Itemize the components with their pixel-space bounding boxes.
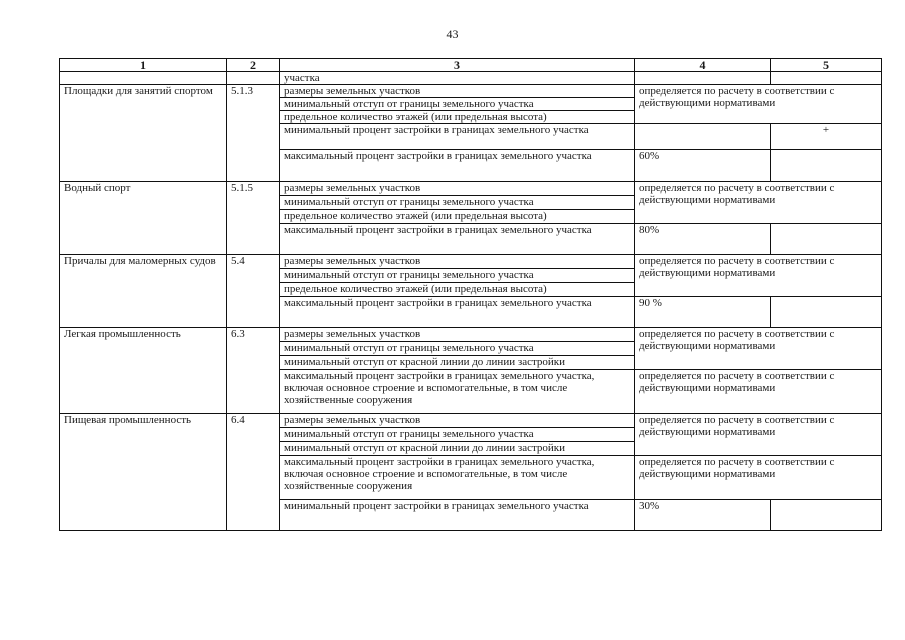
- requirement-cell: размеры земельных участков: [280, 85, 635, 98]
- table-row: [60, 72, 882, 85]
- value-cell: определяется по расчету в соответствии с действующими нормативами: [635, 370, 882, 414]
- header-row: [60, 59, 882, 72]
- category-light: Легкая промышленность: [60, 328, 227, 414]
- requirement-cell: минимальный отступ от границы земельного участка: [280, 428, 635, 442]
- requirement-cell: минимальный отступ от границы земельного участка: [280, 98, 635, 111]
- col-header-5: 5: [771, 59, 882, 72]
- requirement-cell: предельное количество этажей (или предельная высота): [280, 111, 635, 124]
- table-row: [60, 255, 882, 269]
- value-cell: [771, 150, 882, 182]
- requirement-cell: предельное количество этажей (или предельная высота): [280, 283, 635, 297]
- requirement-cell: участка: [280, 72, 635, 85]
- table-row: [60, 414, 882, 428]
- table-row: [60, 328, 882, 342]
- category-cell: [60, 72, 227, 85]
- col-header-3: 3: [280, 59, 635, 72]
- requirement-cell: минимальный процент застройки в границах земельного участка: [280, 124, 635, 150]
- value-cell: 60%: [635, 150, 771, 182]
- requirement-cell: минимальный отступ от границы земельного участка: [280, 342, 635, 356]
- value-cell: определяется по расчету в соответствии с действующими нормативами: [635, 182, 882, 224]
- requirement-cell: размеры земельных участков: [280, 414, 635, 428]
- requirement-cell: размеры земельных участков: [280, 182, 635, 196]
- requirement-cell: размеры земельных участков: [280, 255, 635, 269]
- page-number: 43: [446, 27, 459, 41]
- value-cell: [635, 72, 771, 85]
- requirement-cell: минимальный процент застройки в границах земельного участка: [280, 500, 635, 531]
- requirement-cell: максимальный процент застройки в границах земельного участка: [280, 150, 635, 182]
- value-cell: 80%: [635, 224, 771, 255]
- value-cell: определяется по расчету в соответствии с действующими нормативами: [635, 255, 882, 297]
- code-docks: 5.4: [227, 255, 280, 328]
- value-cell: [635, 124, 771, 150]
- value-cell: определяется по расчету в соответствии с действующими нормативами: [635, 85, 882, 124]
- code-light: 6.3: [227, 328, 280, 414]
- value-cell: определяется по расчету в соответствии с действующими нормативами: [635, 456, 882, 500]
- requirement-cell: минимальный отступ от красной линии до линии застройки: [280, 356, 635, 370]
- category-sport: Площадки для занятий спортом: [60, 85, 227, 182]
- requirement-cell: минимальный отступ от границы земельного участка: [280, 196, 635, 210]
- requirement-cell: размеры земельных участков: [280, 328, 635, 342]
- regulations-table: [59, 58, 882, 531]
- value-cell: определяется по расчету в соответствии с действующими нормативами: [635, 414, 882, 456]
- category-docks: Причалы для маломерных судов: [60, 255, 227, 328]
- requirement-cell: максимальный процент застройки в границах земельного участка: [280, 297, 635, 328]
- requirement-cell: максимальный процент застройки в границах земельного участка: [280, 224, 635, 255]
- code-sport: 5.1.3: [227, 85, 280, 182]
- code-water: 5.1.5: [227, 182, 280, 255]
- col-header-4: 4: [635, 59, 771, 72]
- value-cell: +: [771, 124, 882, 150]
- category-water: Водный спорт: [60, 182, 227, 255]
- requirement-cell: максимальный процент застройки в границах земельного участка, включая основное строение и вспомогательные, в том числе хозяйственные сооружения: [280, 370, 635, 414]
- value-cell: 30%: [635, 500, 771, 531]
- value-cell: [771, 297, 882, 328]
- category-food: Пищевая промышленность: [60, 414, 227, 531]
- value-cell: определяется по расчету в соответствии с действующими нормативами: [635, 328, 882, 370]
- code-cell: [227, 72, 280, 85]
- code-food: 6.4: [227, 414, 280, 531]
- requirement-cell: максимальный процент застройки в границах земельного участка, включая основное строение и вспомогательные, в том числе хозяйственные сооружения: [280, 456, 635, 500]
- value-cell: [771, 72, 882, 85]
- value-cell: [771, 224, 882, 255]
- requirement-cell: минимальный отступ от границы земельного участка: [280, 269, 635, 283]
- table-row: [60, 85, 882, 98]
- requirement-cell: предельное количество этажей (или предельная высота): [280, 210, 635, 224]
- value-cell: 90 %: [635, 297, 771, 328]
- table-row: [60, 182, 882, 196]
- col-header-1: 1: [60, 59, 227, 72]
- value-cell: [771, 500, 882, 531]
- col-header-2: 2: [227, 59, 280, 72]
- requirement-cell: минимальный отступ от красной линии до линии застройки: [280, 442, 635, 456]
